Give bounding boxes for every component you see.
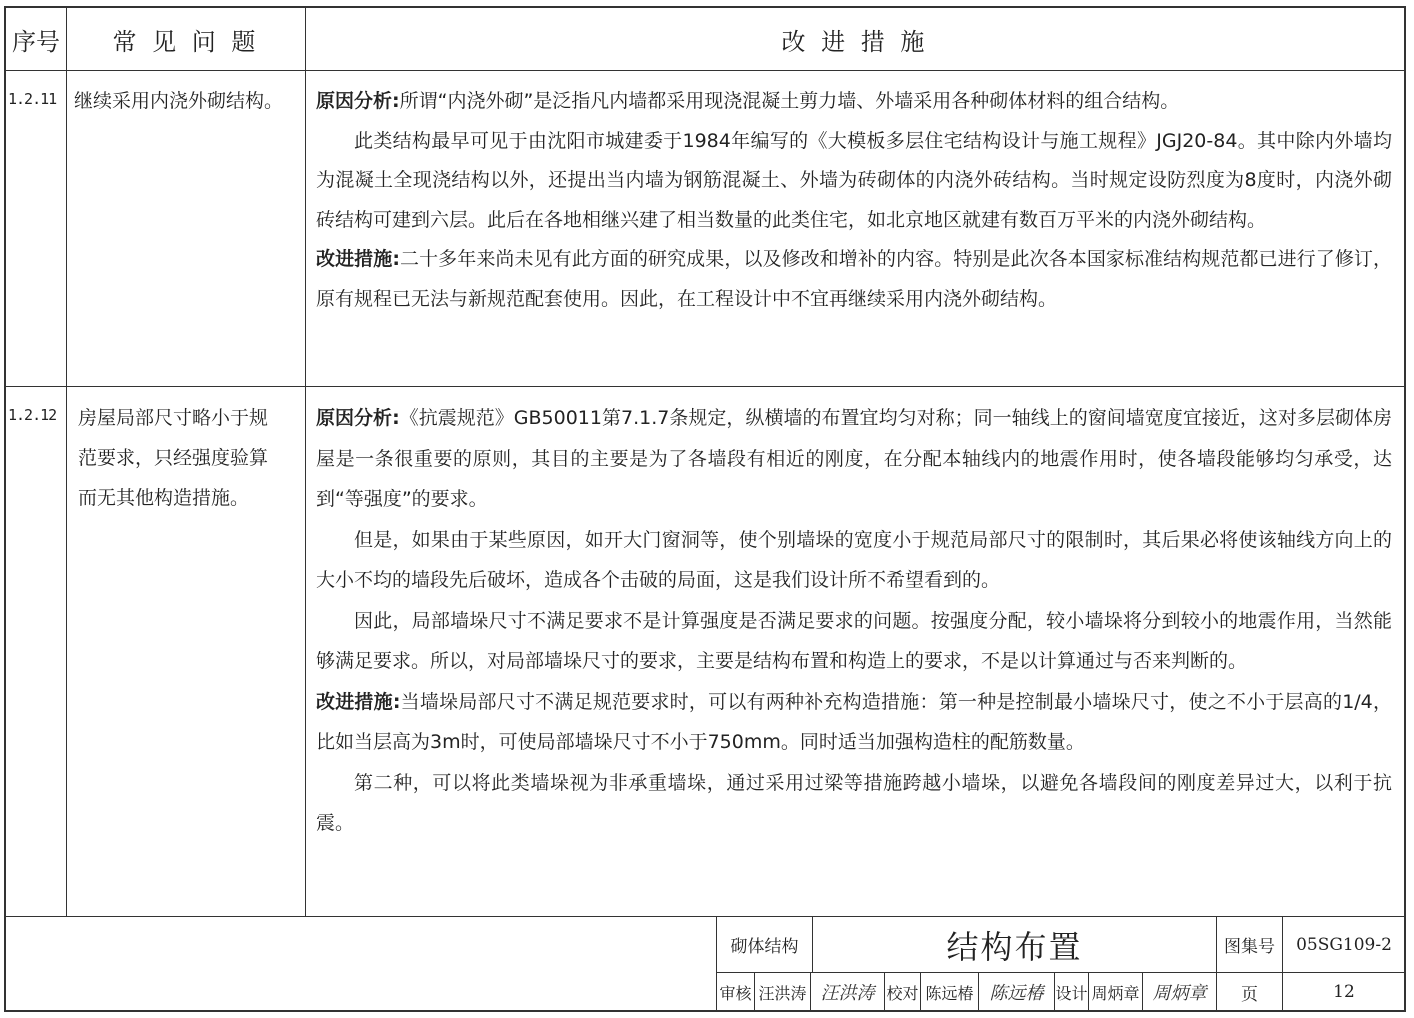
tb-atlas-no: 05SG109-2 bbox=[1296, 934, 1392, 955]
tb-reviewer: 汪洪涛 bbox=[758, 983, 807, 1003]
problem-text: 继续采用内浇外砌结构。 bbox=[74, 90, 284, 112]
row-number: 1.2.11 bbox=[8, 90, 57, 108]
paragraph: 第二种，可以将此类墙垛视为非承重墙垛，通过采用过梁等措施跨越小墙垛，以避免各墙段间的刚度差异过大，以利于抗震。 bbox=[316, 771, 1392, 834]
measure-text: 当墙垛局部尺寸不满足规范要求时，可以有两种补充构造措施：第一种是控制最小墙垛尺寸，使之不小于层高的1/4，比如当层高为3m时，可使局部墙垛尺寸不小于750mm。同时适当加强构造柱的配筋数量。 bbox=[316, 690, 1392, 753]
measure-label: 改进措施: bbox=[316, 248, 400, 270]
cause-label: 原因分析: bbox=[316, 407, 400, 429]
checker-signature: 陈远椿 bbox=[989, 983, 1044, 1004]
header-no: 序号 bbox=[12, 27, 60, 56]
problem-text: 房屋局部尺寸略小于规 范要求，只经强度验算 而无其他构造措施。 bbox=[78, 407, 269, 509]
tb-page-label: 页 bbox=[1241, 984, 1258, 1005]
measure-text: 二十多年来尚未见有此方面的研究成果，以及修改和增补的内容。特别是此次各本国家标准结构规范都已进行了修订，原有规程已无法与新规范配套使用。因此，在工程设计中不宜再继续采用内浇外砌结构。 bbox=[316, 248, 1392, 310]
col-divider-no bbox=[66, 6, 67, 916]
tb-designer: 周炳章 bbox=[1091, 983, 1140, 1003]
tb-design-label: 设计 bbox=[1055, 983, 1088, 1003]
tb-category: 砌体结构 bbox=[730, 937, 799, 957]
header-measure: 改 进 措 施 bbox=[781, 27, 929, 56]
tb-check-label: 校对 bbox=[886, 983, 919, 1003]
tb-review-label: 审核 bbox=[719, 983, 752, 1003]
tb-atlas-label: 图集号 bbox=[1224, 937, 1275, 957]
row-number: 1.2.12 bbox=[8, 406, 57, 424]
tb-checker: 陈远椿 bbox=[925, 983, 974, 1003]
paragraph: 因此，局部墙垛尺寸不满足要求不是计算强度是否满足要求的问题。按强度分配，较小墙垛将分到较小的地震作用，当然能够满足要求。所以，对局部墙垛尺寸的要求，主要是结构布置和构造上的要求，不是以计算通过与否来判断的。 bbox=[316, 609, 1392, 672]
measure-label: 改进措施: bbox=[316, 690, 401, 713]
paragraph: 但是，如果由于某些原因，如开大门窗洞等，使个别墙垛的宽度小于规范局部尺寸的限制时，其后果必将使该轴线方向上的大小不均的墙段先后破坏，造成各个击破的局面，这是我们设计所不希望看到的。 bbox=[316, 528, 1392, 591]
designer-signature: 周炳章 bbox=[1152, 983, 1207, 1004]
tb-title: 结构布置 bbox=[946, 927, 1083, 966]
paragraph: 此类结构最早可见于由沈阳市城建委于1984年编写的《大模板多层住宅结构设计与施工规程》JGJ20-84。其中除内外墙均为混凝土全现浇结构以外，还提出当内墙为钢筋混凝土、外墙为砖砌体的内浇外砖结构。当时规定设防烈度为8度时，内浇外砌砖结构可建到六层。此后在各地相继兴建了相当数量的此类住宅，如北京地区就建有数百万平米的内浇外砌结构。 bbox=[316, 129, 1392, 231]
row-divider bbox=[4, 386, 1406, 387]
header-problem: 常 见 问 题 bbox=[112, 27, 260, 56]
cause-label: 原因分析: bbox=[316, 90, 400, 112]
cause-text: 所谓“内浇外砌”是泛指凡内墙都采用现浇混凝土剪力墙、外墙采用各种砌体材料的组合结构。 bbox=[399, 90, 1180, 112]
reviewer-signature: 汪洪涛 bbox=[820, 983, 875, 1004]
measure-cell bbox=[316, 398, 1392, 844]
tb-page-no: 12 bbox=[1333, 982, 1355, 1002]
measure-cell bbox=[316, 82, 1392, 319]
cause-text: 《抗震规范》GB50011第7.1.7条规定，纵横墙的布置宜均匀对称；同一轴线上的窗间墙宽度宜接近，这对多层砌体房屋是一条很重要的原则，其目的主要是为了各墙段有相近的刚度，在分配本轴线内的地震作用时，使各墙段能够均匀承受，达到“等强度”的要求。 bbox=[316, 407, 1392, 510]
col-divider-problem bbox=[305, 6, 306, 916]
header-divider bbox=[4, 70, 1406, 71]
